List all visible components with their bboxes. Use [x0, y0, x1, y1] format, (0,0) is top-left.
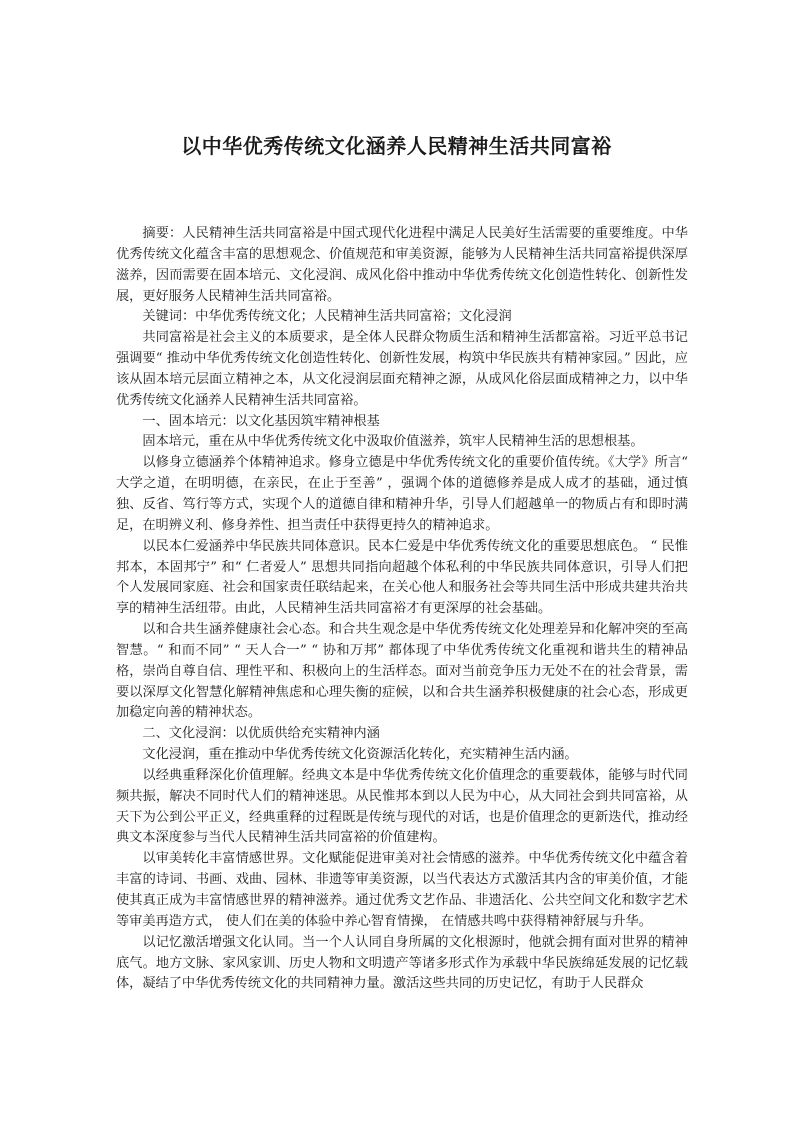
section-2-lead-paragraph: 文化浸润，重在推动中华优秀传统文化资源活化转化，充实精神生活内涵。 [142, 747, 578, 763]
body-paragraph: 以经典重释深化价值理解。经典文本是中华优秀传统文化价值理念的重要载体，能够与时代同频共振，解决不同时代人们的精神迷思。从民惟邦本到以人民为中心，从大同社会到共同富裕，从天下为公到公平正义，经典重释的过程既是传统与现代的对话，也是价值理念的更新迭代，推动经典文本深度参与当代人民精神生活共同富裕的价值建构。 [116, 767, 688, 846]
body-paragraph: 以记忆激活增强文化认同。当一个人认同自身所属的文化根源时，他就会拥有面对世界的精神底气。地方文脉、家风家训、历史人物和文明遗产等诸多形式作为承载中华民族绵延发展的记忆载体，凝结了中华优秀传统文化的共同精神力量。激活这些共同的历史记忆，有助于人民群众 [116, 934, 688, 992]
document-body [116, 224, 688, 995]
section-1-lead-paragraph: 固本培元，重在从中华优秀传统文化中汲取价值滋养，筑牢人民精神生活的思想根基。 [142, 434, 644, 450]
body-paragraph: 以审美转化丰富情感世界。文化赋能促进审美对社会情感的滋养。中华优秀传统文化中蕴含着丰富的诗词、书画、戏曲、园林、非遗等审美资源，以当代表达方式激活其内含的审美价值，才能使其真正成为丰富情感世界的精神滋养。通过优秀文艺作品、非遗活化、公共空间文化和数字艺术等审美再造方式， 使人们在美的体验中养心智育情操， 在情感共鸣中获得精神舒展与升华。 [116, 851, 688, 929]
body-paragraph: 以民本仁爱涵养中华民族共同体意识。民本仁爱是中华优秀传统文化的重要思想底色。 “ 民惟邦本，本固邦宁” 和“ 仁者爱人” 思想共同指向超越个体私利的中华民族共同体意识，引导人们把个人发展同家庭、社会和国家责任联结起来，在关心他人和服务社会等共同生活中形成共建共治共享的精神生活纽带。由此，人民精神生活共同富裕才有更深厚的社会基础。 [116, 538, 688, 617]
document-title: 以中华优秀传统文化涵养人民精神生活共同富裕 [181, 134, 612, 158]
keywords-paragraph: 关键词：中华优秀传统文化；人民精神生活共同富裕；文化浸润 [142, 309, 512, 325]
body-paragraph: 以修身立德涵养个体精神追求。修身立德是中华优秀传统文化的重要价值传统。《大学》所言“ 大学之道，在明明德，在亲民，在止于至善” ，强调个体的道德修养是成人成才的基础，通过慎独、反省、笃行等方式，实现个人的道德自律和精神升华，引导人们超越单一的物质占有和即时满足，在明辨义利、修身养性、担当责任中获得更持久的精神追求。 [116, 455, 688, 533]
body-paragraph: 以和合共生涵养健康社会心态。和合共生观念是中华优秀传统文化处理差异和化解冲突的至高智慧。“ 和而不同” “ 天人合一” “ 协和万邦” 都体现了中华优秀传统文化重视和谐共生的精神品格，崇尚自尊自信、理性平和、积极向上的生活样态。面对当前竞争压力无处不在的社会背景，需要以深厚文化智慧化解精神焦虑和心理失衡的症候，以和合共生涵养积极健康的社会心态，形成更加稳定向善的精神状态。 [116, 622, 688, 721]
section-heading-2: 二、文化浸润：以优质供给充实精神内涵 [142, 726, 380, 742]
abstract-paragraph: 摘要：人民精神生活共同富裕是中国式现代化进程中满足人民美好生活需要的重要维度。中华优秀传统文化蕴含丰富的思想观念、价值规范和审美资源，能够为人民精神生活共同富裕提供深厚滋养，因而需要在固本培元、文化浸润、成风化俗中推动中华优秀传统文化创造性转化、创新性发展，更好服务人民精神生活共同富裕。 [116, 226, 688, 304]
intro-paragraph: 共同富裕是社会主义的本质要求，是全体人民群众物质生活和精神生活都富裕。习近平总书记强调要“ 推动中华优秀传统文化创造性转化、创新性发展，构筑中华民族共有精神家园。” 因此，应该从固本培元层面立精神之本，从文化浸润层面充精神之源，从成风化俗层面成精神之力，以中华优秀传统文化涵养人民精神生活共同富裕。 [116, 330, 688, 408]
section-heading-1: 一、固本培元：以文化基因筑牢精神根基 [142, 413, 380, 429]
